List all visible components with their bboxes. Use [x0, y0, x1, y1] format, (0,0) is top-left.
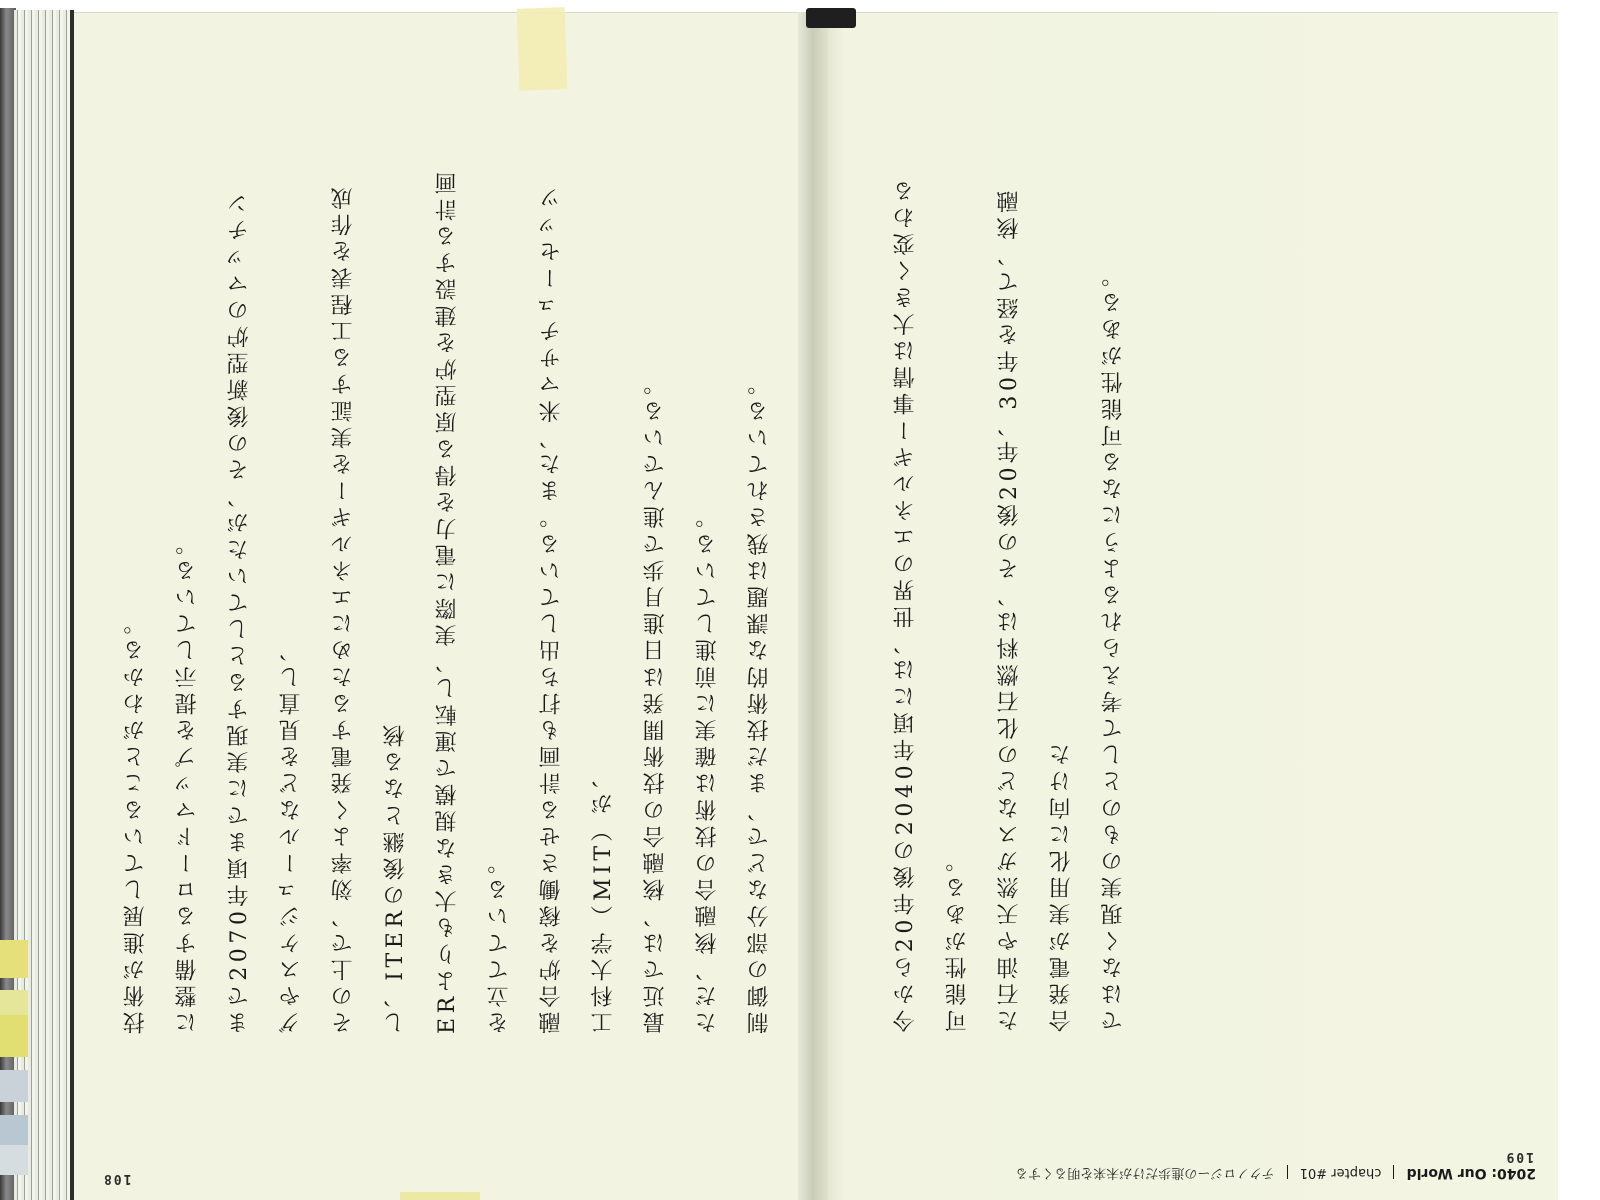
- book-gutter: [798, 12, 828, 1200]
- header-divider: [1393, 1166, 1394, 1180]
- page-number: 109: [1504, 1149, 1534, 1164]
- left-page-content: [74, 13, 814, 1200]
- sticky-note-tab: [0, 940, 28, 978]
- header-divider: [1287, 1166, 1288, 1180]
- paragraph: 最近では、核融合の技術開発は日進月歩で進んでいる。: [643, 369, 668, 1034]
- paragraph: ではなく現実のものとして考えられるようになる可能性がある。: [1101, 260, 1126, 1032]
- chapter-label: chapter #01: [1299, 1165, 1382, 1180]
- paragraph: その上で、効率よく発電するためにエネルギーを実証する工程表を作成し、ITERの後継となる核: [331, 182, 408, 1034]
- right-page: [814, 12, 1558, 1200]
- sticky-note-tab: [400, 1192, 480, 1200]
- sticky-note-tab: [0, 1070, 28, 1102]
- right-body-text: [880, 162, 1126, 1032]
- sticky-note-tab: [517, 7, 568, 91]
- page-number: 108: [102, 1171, 132, 1186]
- paragraph: に整備するロードマップを提示している。: [175, 528, 200, 1034]
- left-page: [74, 12, 814, 1200]
- left-body-text: [110, 164, 814, 1034]
- right-page-content: [814, 13, 1558, 1200]
- chapter-subtitle: テクノロジーの進歩だけが未来を明るくする: [1015, 1165, 1275, 1180]
- sticky-note-tab: [0, 1015, 28, 1057]
- binding-shadow: [806, 8, 856, 28]
- paragraph: 融合炉を稼働させる計画も打ち出している。また、米マサチューセッツ工科大学（MIT）が、: [539, 182, 616, 1034]
- paragraph: 制御の部分などで、まだ技術的な課題は残されている。: [747, 369, 772, 1034]
- paragraph: ただ、核融合の技術は確実に前進している。: [695, 502, 720, 1034]
- paragraph: 技術が進展していることがわかる。: [123, 608, 148, 1034]
- book-title: 2040: Our World: [1406, 1165, 1536, 1181]
- paragraph: 今から20年後の2040年頃には、世界のエネルギー事情は大きく変わる可能性がある。: [893, 175, 970, 1032]
- paragraph: まで2070年頃までに実現するとしていたが、その後新型炉のマッチングやスケジュールなどを見直し、: [227, 188, 304, 1034]
- sticky-note-tab: [0, 1145, 28, 1175]
- paragraph: ERよりも大きな規模で運転し、実際に電力を得る原型炉を建設する計画を立てている。: [435, 167, 512, 1034]
- paragraph: た石油や天然ガスなどの化石燃料は、その後20年、30年を経て、核融合発電が実用化に向けた: [997, 186, 1074, 1032]
- running-header: [1015, 1165, 1536, 1184]
